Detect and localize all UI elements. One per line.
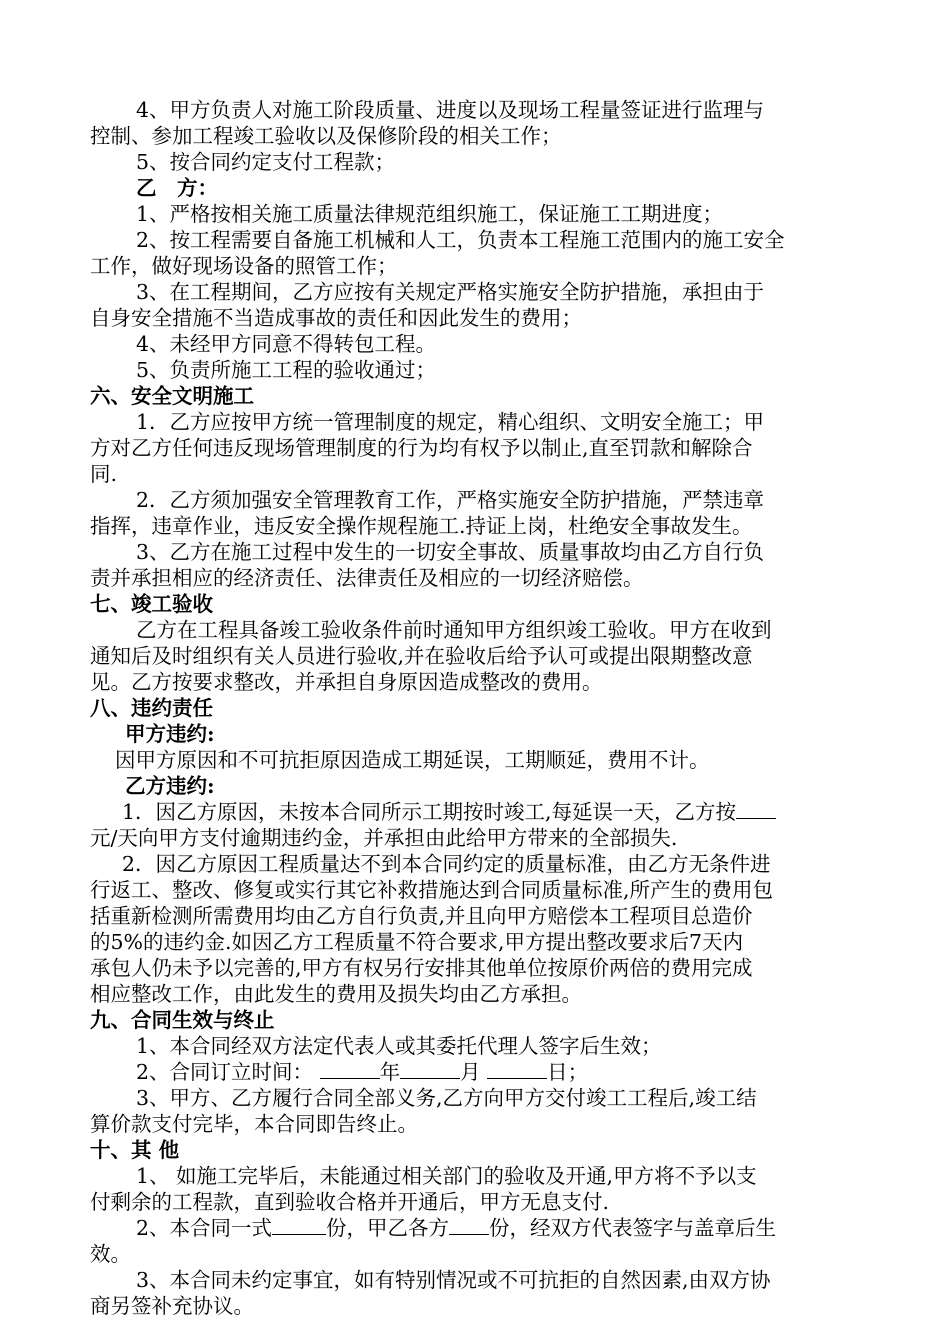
- text-line: 5、按合同约定支付工程款；: [136, 150, 396, 174]
- year-label: 年: [379, 1060, 401, 1084]
- copies-each-blank[interactable]: [449, 1216, 489, 1235]
- text-line: 元/天向甲方支付逾期违约金，并承担由此给甲方带来的全部损失.: [90, 826, 678, 850]
- copies-total-blank[interactable]: [272, 1216, 326, 1235]
- section-subheading: 乙 方：: [136, 176, 218, 200]
- section-heading: 十、其 他: [90, 1138, 180, 1162]
- text-segment: 份，甲乙各方: [326, 1216, 450, 1240]
- text-line: 1、本合同经双方法定代表人或其委托代理人签字后生效；: [136, 1034, 662, 1058]
- text-line: 1、 如施工完毕后，未能通过相关部门的验收及开通,甲方将不予以支: [136, 1164, 757, 1188]
- day-label: 日；: [547, 1060, 589, 1084]
- section-heading: 六、安全文明施工: [90, 384, 254, 408]
- text-line: 付剩余的工程款，直到验收合格并开通后，甲方无息支付.: [90, 1190, 610, 1214]
- text-segment: 1．因乙方原因，未按本合同所示工期按时竣工,每延误一天，乙方按: [122, 800, 737, 824]
- text-line: 承包人仍未予以完善的,甲方有权另行安排其他单位按原价两倍的费用完成: [90, 956, 753, 980]
- text-line: 指挥，违章作业，违反安全操作规程施工.持证上岗，杜绝安全事故发生。: [90, 514, 753, 538]
- text-line: 控制、参加工程竣工验收以及保修阶段的相关工作；: [90, 124, 562, 148]
- text-line: 自身安全措施不当造成事故的责任和因此发生的费用；: [90, 306, 582, 330]
- date-label: 2、合同订立时间：: [136, 1060, 314, 1084]
- text-segment: 2、本合同一式: [136, 1216, 273, 1240]
- text-line: 效。: [90, 1242, 131, 1266]
- section-heading: 九、合同生效与终止: [90, 1008, 275, 1032]
- month-label: 月: [460, 1060, 481, 1084]
- text-line: 3、乙方在施工过程中发生的一切安全事故、质量事故均由乙方自行负: [136, 540, 765, 564]
- text-line: 见。乙方按要求整改，并承担自身原因造成整改的费用。: [90, 670, 603, 694]
- section-subheading: 乙方违约:: [125, 774, 215, 798]
- section-subheading: 甲方违约:: [125, 722, 215, 746]
- text-line: 通知后及时组织有关人员进行验收,并在验收后给予认可或提出限期整改意: [90, 644, 753, 668]
- text-line: 2．乙方须加强安全管理教育工作，严格实施安全防护措施，严禁违章: [136, 488, 765, 512]
- section-heading: 七、竣工验收: [90, 592, 213, 616]
- text-line: 括重新检测所需费用均由乙方自行负责,并且向甲方赔偿本工程项目总造价: [90, 904, 753, 928]
- text-line: 2、按工程需要自备施工机械和人工，负责本工程施工范围内的施工安全: [136, 228, 785, 252]
- text-line: 方对乙方任何违反现场管理制度的行为均有权予以制止,直至罚款和解除合: [90, 436, 753, 460]
- copies-line: [136, 1215, 776, 1241]
- text-segment: 份，经双方代表签字与盖章后生: [489, 1216, 777, 1240]
- text-line: 因甲方原因和不可抗拒原因造成工期延误，工期顺延，费用不计。: [115, 748, 710, 772]
- day-blank[interactable]: [487, 1060, 547, 1079]
- text-line: 3、甲方、乙方履行合同全部义务,乙方向甲方交付竣工工程后,竣工结: [136, 1086, 757, 1110]
- month-blank[interactable]: [400, 1060, 460, 1079]
- fill-blank[interactable]: [736, 800, 776, 819]
- text-line: 3、在工程期间，乙方应按有关规定严格实施安全防护措施，承担由于: [136, 280, 765, 304]
- text-line: 2．因乙方原因工程质量达不到本合同约定的质量标准，由乙方无条件进: [122, 852, 771, 876]
- text-line: 同.: [90, 462, 118, 486]
- text-line: 相应整改工作，由此发生的费用及损失均由乙方承担。: [90, 982, 582, 1006]
- text-line: 乙方在工程具备竣工验收条件前时通知甲方组织竣工验收。甲方在收到: [136, 618, 772, 642]
- text-line: 商另签补充协议。: [90, 1294, 254, 1318]
- text-line: 责并承担相应的经济责任、法律责任及相应的一切经济赔偿。: [90, 566, 644, 590]
- text-line: 4、未经甲方同意不得转包工程。: [136, 332, 437, 356]
- text-line: 算价款支付完毕，本合同即告终止。: [90, 1112, 418, 1136]
- text-line: 的5%的违约金.如因乙方工程质量不符合要求,甲方提出整改要求后7天内: [90, 930, 744, 954]
- date-line: [136, 1059, 588, 1085]
- year-blank[interactable]: [320, 1060, 380, 1079]
- text-line: 行返工、整改、修复或实行其它补救措施达到合同质量标准,所产生的费用包: [90, 878, 774, 902]
- text-line-with-blank: [122, 799, 776, 825]
- text-line: 1．乙方应按甲方统一管理制度的规定，精心组织、文明安全施工；甲: [136, 410, 765, 434]
- text-line: 4、甲方负责人对施工阶段质量、进度以及现场工程量签证进行监理与: [136, 98, 765, 122]
- text-line: 1、严格按相关施工质量法律规范组织施工，保证施工工期进度；: [136, 202, 724, 226]
- text-line: 3、本合同未约定事宜，如有特别情况或不可抗拒的自然因素,由双方协: [136, 1268, 771, 1292]
- text-line: 5、负责所施工工程的验收通过；: [136, 358, 437, 382]
- text-line: 工作，做好现场设备的照管工作；: [90, 254, 398, 278]
- section-heading: 八、违约责任: [90, 696, 213, 720]
